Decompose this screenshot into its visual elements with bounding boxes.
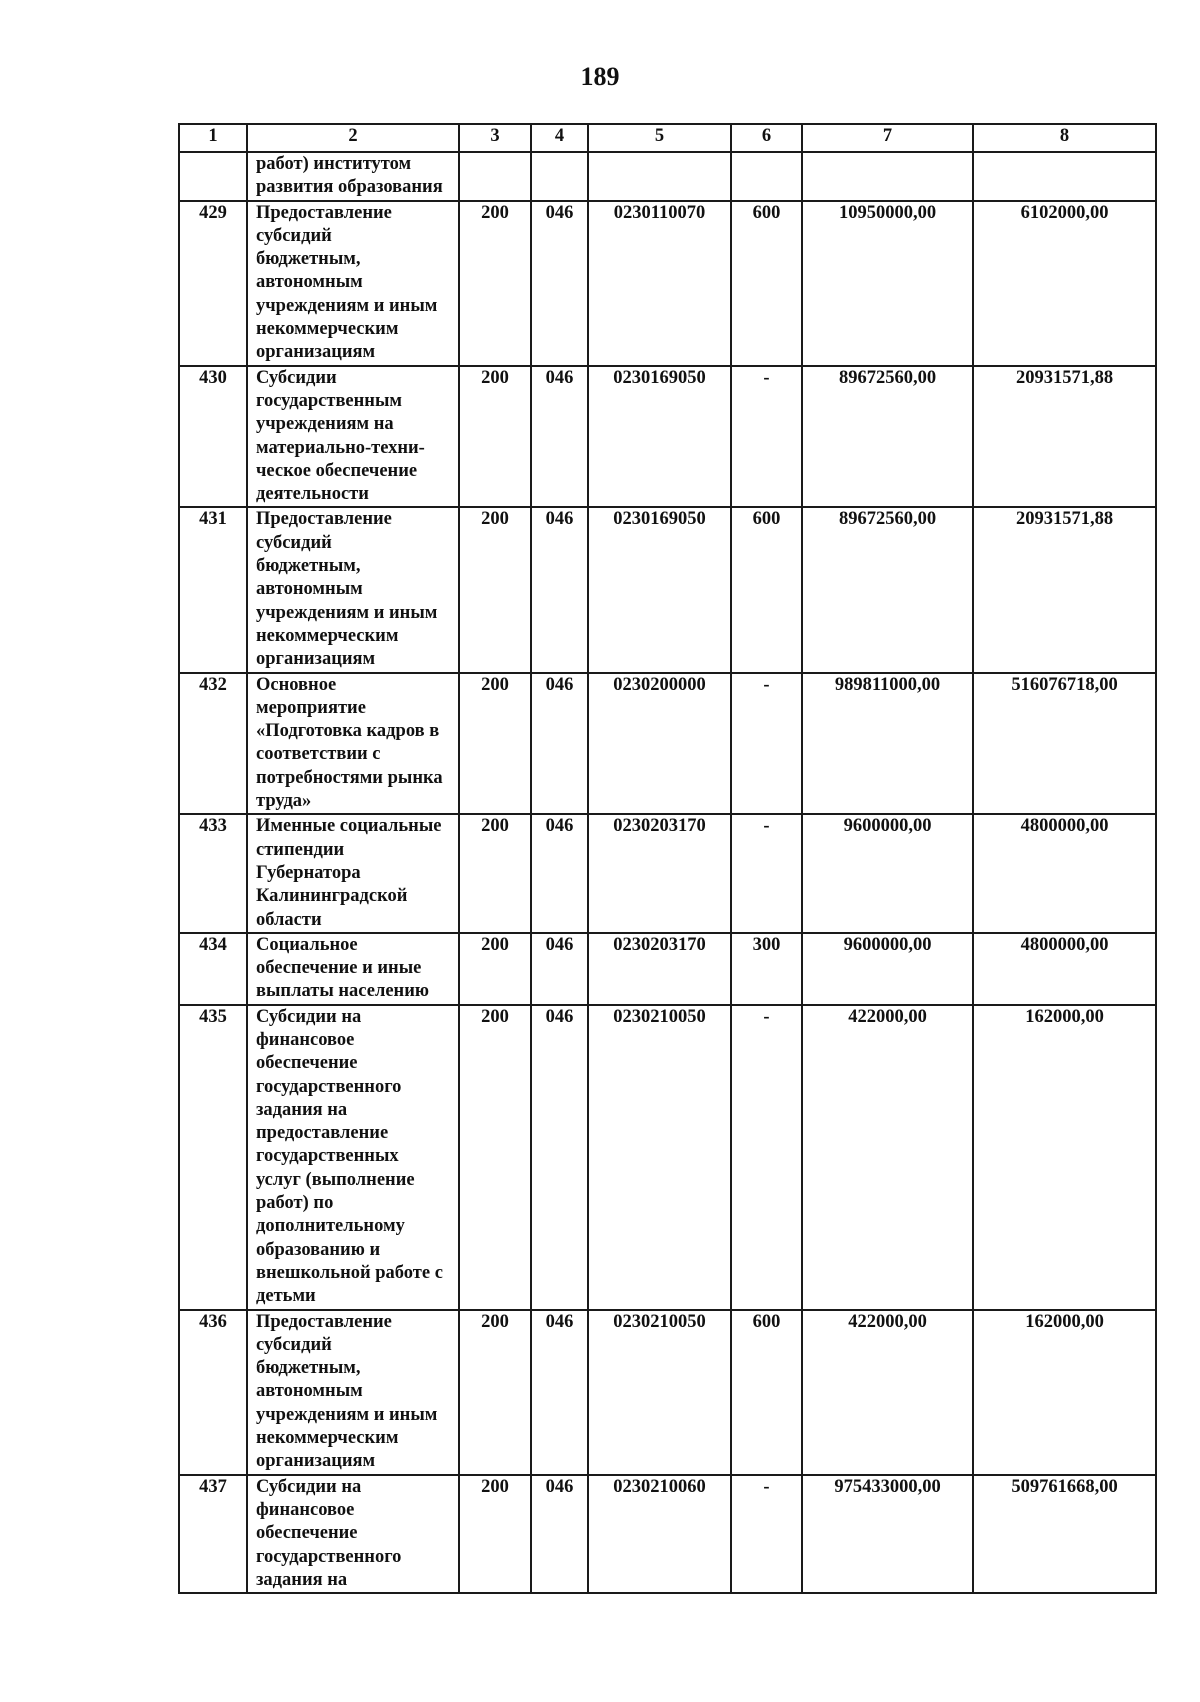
- row-name-cell: [247, 673, 459, 815]
- row-name-cell: [247, 814, 459, 932]
- row-col7-cell: 89672560,00: [802, 507, 973, 672]
- row-col8-cell: 20931571,88: [973, 366, 1156, 508]
- row-name-line: некоммерческим: [256, 319, 399, 340]
- row-col4-cell: 046: [531, 366, 588, 508]
- row-name-line: Именные социальные: [256, 816, 442, 837]
- row-col4-cell: 046: [531, 673, 588, 815]
- row-name-line: некоммерческим: [256, 625, 399, 646]
- row-name-line: бюджетным,: [256, 249, 361, 270]
- table-row: [179, 933, 1156, 1005]
- row-number-cell: 435: [179, 1005, 247, 1310]
- row-col3-cell: 200: [459, 673, 531, 815]
- header-row: [179, 124, 1156, 152]
- row-name-cell: [247, 933, 459, 1005]
- row-col7-cell: 9600000,00: [802, 814, 973, 932]
- row-col8-cell: [973, 152, 1156, 201]
- table-row: [179, 201, 1156, 366]
- table-row: [179, 507, 1156, 672]
- row-col6-cell: -: [731, 814, 802, 932]
- row-name-line: учреждениям и иным: [256, 1404, 438, 1425]
- row-name-line: субсидий: [256, 1334, 332, 1355]
- row-col5-cell: [588, 152, 731, 201]
- page-number: 189: [580, 62, 620, 91]
- row-name-line: области: [256, 909, 322, 930]
- row-col4-cell: 046: [531, 933, 588, 1005]
- row-col5-cell: 0230203170: [588, 933, 731, 1005]
- row-col7-cell: 989811000,00: [802, 673, 973, 815]
- row-number-cell: 431: [179, 507, 247, 672]
- row-name-line: задания на: [256, 1099, 348, 1120]
- row-number-cell: 432: [179, 673, 247, 815]
- row-name-line: задания на: [256, 1569, 348, 1590]
- row-col6-cell: 600: [731, 1310, 802, 1475]
- row-col7-cell: 422000,00: [802, 1310, 973, 1475]
- row-name-line: работ) по: [256, 1193, 334, 1214]
- row-name-line: обеспечение: [256, 1523, 358, 1544]
- table-row: [179, 1005, 1156, 1310]
- row-col6-cell: -: [731, 366, 802, 508]
- row-name-line: учреждениям на: [256, 414, 394, 435]
- row-col5-cell: 0230200000: [588, 673, 731, 815]
- row-number-cell: 433: [179, 814, 247, 932]
- row-col6-cell: 600: [731, 507, 802, 672]
- row-name-line: финансовое: [256, 1029, 355, 1050]
- row-name-line: организациям: [256, 1451, 376, 1472]
- row-col5-cell: 0230203170: [588, 814, 731, 932]
- row-name-line: финансовое: [256, 1499, 355, 1520]
- row-col8-cell: 162000,00: [973, 1005, 1156, 1310]
- row-col6-cell: 600: [731, 201, 802, 366]
- row-col5-cell: 0230110070: [588, 201, 731, 366]
- row-name-line: Губернатора: [256, 862, 361, 883]
- row-col7-cell: 422000,00: [802, 1005, 973, 1310]
- row-name-line: мероприятие: [256, 697, 366, 718]
- row-name-line: дополнительному: [256, 1216, 405, 1237]
- row-name-line: Предоставление: [256, 202, 392, 223]
- row-col4-cell: 046: [531, 814, 588, 932]
- row-name-line: услуг (выполнение: [256, 1169, 415, 1190]
- row-col8-cell: 509761668,00: [973, 1475, 1156, 1593]
- row-name-line: государственного: [256, 1546, 402, 1567]
- header-col-3: 3: [459, 124, 531, 152]
- row-name-cell: [247, 152, 459, 201]
- row-col8-cell: 6102000,00: [973, 201, 1156, 366]
- row-col4-cell: 046: [531, 1475, 588, 1593]
- row-col8-cell: 4800000,00: [973, 933, 1156, 1005]
- row-col4-cell: 046: [531, 1005, 588, 1310]
- row-name-line: учреждениям и иным: [256, 602, 438, 623]
- row-name-cell: [247, 1475, 459, 1593]
- table-row: [179, 673, 1156, 815]
- row-name-line: Субсидии: [256, 367, 337, 388]
- row-col5-cell: 0230169050: [588, 366, 731, 508]
- row-name-line: Субсидии на: [256, 1006, 362, 1027]
- row-name-line: автономным: [256, 579, 363, 600]
- row-name-line: труда»: [256, 791, 312, 812]
- row-col6-cell: -: [731, 1475, 802, 1593]
- row-name-line: автономным: [256, 272, 363, 293]
- row-col6-cell: -: [731, 1005, 802, 1310]
- row-name-line: развития образования: [256, 177, 443, 198]
- row-name-cell: [247, 366, 459, 508]
- row-name-line: учреждениям и иным: [256, 295, 438, 316]
- row-number-cell: 436: [179, 1310, 247, 1475]
- row-name-line: организациям: [256, 649, 376, 670]
- row-col6-cell: 300: [731, 933, 802, 1005]
- row-name-line: государственным: [256, 390, 403, 411]
- row-name-cell: [247, 1310, 459, 1475]
- row-col5-cell: 0230210050: [588, 1310, 731, 1475]
- row-col7-cell: 975433000,00: [802, 1475, 973, 1593]
- table-row: [179, 814, 1156, 932]
- row-name-line: обеспечение: [256, 1053, 358, 1074]
- row-col8-cell: 516076718,00: [973, 673, 1156, 815]
- row-name-line: автономным: [256, 1381, 363, 1402]
- row-name-line: стипендии: [256, 839, 345, 860]
- row-col5-cell: 0230210050: [588, 1005, 731, 1310]
- row-col8-cell: 162000,00: [973, 1310, 1156, 1475]
- row-col5-cell: 0230169050: [588, 507, 731, 672]
- row-col3-cell: 200: [459, 933, 531, 1005]
- row-name-line: внешкольной работе с: [256, 1262, 443, 1283]
- row-name-line: выплаты населению: [256, 981, 430, 1002]
- row-col3-cell: 200: [459, 1005, 531, 1310]
- row-col8-cell: 4800000,00: [973, 814, 1156, 932]
- row-name-line: организациям: [256, 342, 376, 363]
- row-name-line: государственного: [256, 1076, 402, 1097]
- row-name-line: субсидий: [256, 532, 332, 553]
- row-col6-cell: [731, 152, 802, 201]
- row-name-cell: [247, 1005, 459, 1310]
- row-col7-cell: 10950000,00: [802, 201, 973, 366]
- row-col3-cell: 200: [459, 1475, 531, 1593]
- table-row: [179, 366, 1156, 508]
- row-name-line: материально-техни-: [256, 437, 425, 458]
- row-name-line: Основное: [256, 674, 337, 695]
- row-name-line: Субсидии на: [256, 1476, 362, 1497]
- row-name-cell: [247, 507, 459, 672]
- row-name-line: потребностями рынка: [256, 767, 443, 788]
- row-name-line: предоставление: [256, 1123, 389, 1144]
- row-number-cell: 430: [179, 366, 247, 508]
- row-col4-cell: 046: [531, 201, 588, 366]
- header-col-1: 1: [179, 124, 247, 152]
- row-name-line: образованию и: [256, 1239, 381, 1260]
- row-col3-cell: 200: [459, 814, 531, 932]
- header-col-2: 2: [247, 124, 459, 152]
- row-number-cell: 434: [179, 933, 247, 1005]
- row-col4-cell: 046: [531, 507, 588, 672]
- row-name-line: государственных: [256, 1146, 399, 1167]
- row-name-line: Социальное: [256, 934, 358, 955]
- row-col3-cell: 200: [459, 366, 531, 508]
- table-row: [179, 1475, 1156, 1593]
- row-name-line: бюджетным,: [256, 1358, 361, 1379]
- row-number-cell: [179, 152, 247, 201]
- row-name-line: субсидий: [256, 225, 332, 246]
- header-col-7: 7: [802, 124, 973, 152]
- row-col3-cell: [459, 152, 531, 201]
- table-row: [179, 1310, 1156, 1475]
- row-name-cell: [247, 201, 459, 366]
- row-name-line: работ) институтом: [256, 154, 412, 174]
- row-col7-cell: 9600000,00: [802, 933, 973, 1005]
- table-row: [179, 152, 1156, 201]
- budget-table: [178, 123, 1157, 1594]
- row-col7-cell: 89672560,00: [802, 366, 973, 508]
- row-name-line: некоммерческим: [256, 1428, 399, 1449]
- row-name-line: «Подготовка кадров в: [256, 721, 440, 742]
- row-col8-cell: 20931571,88: [973, 507, 1156, 672]
- row-number-cell: 437: [179, 1475, 247, 1593]
- row-col5-cell: 0230210060: [588, 1475, 731, 1593]
- row-name-line: ческое обеспечение: [256, 460, 418, 481]
- row-name-line: Калининградской: [256, 886, 408, 907]
- row-name-line: бюджетным,: [256, 556, 361, 577]
- row-col7-cell: [802, 152, 973, 201]
- row-number-cell: 429: [179, 201, 247, 366]
- row-col4-cell: 046: [531, 1310, 588, 1475]
- row-col4-cell: [531, 152, 588, 201]
- table-body: [179, 152, 1156, 1593]
- header-col-8: 8: [973, 124, 1156, 152]
- header-col-6: 6: [731, 124, 802, 152]
- header-col-5: 5: [588, 124, 731, 152]
- row-name-line: Предоставление: [256, 509, 392, 530]
- header-col-4: 4: [531, 124, 588, 152]
- row-col6-cell: -: [731, 673, 802, 815]
- row-col3-cell: 200: [459, 201, 531, 366]
- row-col3-cell: 200: [459, 1310, 531, 1475]
- row-name-line: Предоставление: [256, 1311, 392, 1332]
- row-name-line: обеспечение и иные: [256, 958, 422, 979]
- row-col3-cell: 200: [459, 507, 531, 672]
- row-name-line: детьми: [256, 1286, 316, 1307]
- row-name-line: деятельности: [256, 484, 369, 505]
- row-name-line: соответствии с: [256, 744, 381, 765]
